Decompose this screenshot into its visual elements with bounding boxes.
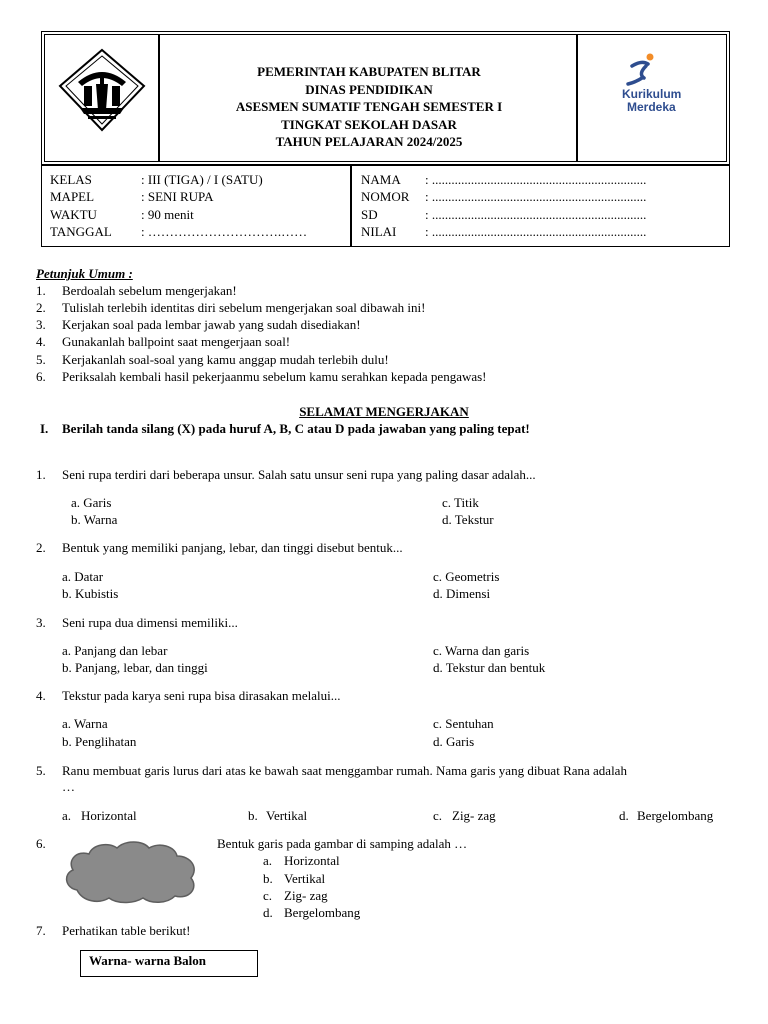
answer-option[interactable]: c. Titik — [442, 495, 479, 510]
question-text: Perhatikan table berikut! — [62, 923, 191, 938]
header-title-line-1: PEMERINTAH KABUPATEN BLITAR — [257, 64, 481, 79]
header-title-line-2: DINAS PENDIDIKAN — [305, 81, 433, 97]
instruction-num: 6. — [36, 369, 46, 384]
header-title-line-5: TAHUN PELAJARAN 2024/2025 — [275, 134, 463, 149]
answer-option[interactable]: d. Tekstur — [442, 512, 494, 527]
instruction-num: 3. — [36, 317, 46, 332]
answer-option[interactable]: Bergelombang — [637, 808, 714, 823]
info-kelas-label: KELAS — [50, 172, 92, 187]
answer-option[interactable]: a. Warna — [62, 716, 108, 731]
header-divider-right — [576, 34, 578, 162]
answer-option[interactable]: b. Warna — [71, 512, 118, 527]
header-title-block — [162, 63, 576, 151]
option-letter: d. — [619, 808, 629, 823]
answer-option[interactable]: d. Dimensi — [433, 586, 491, 601]
question-text: Seni rupa terdiri dari beberapa unsur. Salah satu unsur seni rupa yang paling dasar adalah... — [62, 467, 536, 482]
instructions-heading: Petunjuk Umum : — [36, 266, 133, 281]
question-text: Tekstur pada karya seni rupa bisa dirasakan melalui... — [62, 688, 341, 703]
info-nilai-label: NILAI — [361, 224, 397, 239]
question-text: Bentuk yang memiliki panjang, lebar, dan tinggi disebut bentuk... — [62, 540, 403, 555]
answer-option[interactable]: Vertikal — [284, 871, 326, 886]
answer-option[interactable]: c. Warna dan garis — [433, 643, 530, 658]
info-nama-value[interactable]: : .................................................................. — [425, 172, 647, 187]
info-divider — [350, 165, 352, 247]
info-sd-value[interactable]: : .................................................................. — [425, 207, 647, 222]
info-sd-label: SD — [361, 207, 378, 222]
answer-option[interactable]: Vertikal — [266, 808, 308, 823]
info-mapel-value: : SENI RUPA — [141, 189, 214, 204]
info-tanggal-label: TANGGAL — [50, 224, 112, 239]
balloon-color-table — [80, 950, 258, 977]
instruction-num: 4. — [36, 334, 46, 349]
answer-option[interactable]: b. Penglihatan — [62, 734, 137, 749]
question-number: 3. — [36, 615, 46, 630]
kurikulum-merdeka-text — [622, 88, 681, 114]
info-mapel-label: MAPEL — [50, 189, 95, 204]
greeting-heading: SELAMAT MENGERJAKAN — [299, 404, 469, 419]
question-text: Bentuk garis pada gambar di samping adalah … — [217, 836, 468, 851]
option-letter: d. — [263, 905, 273, 920]
header-info-divider — [41, 164, 730, 166]
option-letter: b. — [248, 808, 258, 823]
answer-option[interactable]: b. Kubistis — [62, 586, 119, 601]
section-number: I. — [40, 421, 49, 436]
section-instruction: Berilah tanda silang (X) pada huruf A, B, C atau D pada jawaban yang paling tepat! — [62, 421, 530, 436]
answer-option[interactable]: a. Datar — [62, 569, 104, 584]
question-number: 1. — [36, 467, 46, 482]
answer-option[interactable]: Zig- zag — [452, 808, 496, 823]
instruction-text: Berdoalah sebelum mengerjakan! — [62, 283, 237, 298]
info-tanggal-value: : ………………………….…… — [141, 224, 308, 239]
instruction-num: 5. — [36, 352, 46, 367]
instruction-num: 1. — [36, 283, 46, 298]
option-letter: a. — [263, 853, 273, 868]
emblem-icon — [58, 48, 146, 132]
question-text: Seni rupa dua dimensi memiliki... — [62, 615, 238, 630]
answer-option[interactable]: c. Sentuhan — [433, 716, 494, 731]
question-text: Ranu membuat garis lurus dari atas ke bawah saat menggambar rumah. Nama garis yang dibuat Rana adalah — [62, 763, 627, 778]
option-letter: a. — [62, 808, 72, 823]
merdeka-word: Merdeka — [627, 100, 676, 114]
answer-option[interactable]: Zig- zag — [284, 888, 328, 903]
option-letter: b. — [263, 871, 273, 886]
question-number: 7. — [36, 923, 46, 938]
info-nomor-value[interactable]: : .................................................................. — [425, 189, 647, 204]
answer-option[interactable]: Horizontal — [81, 808, 137, 823]
instruction-text: Kerjakan soal pada lembar jawab yang sudah disediakan! — [62, 317, 361, 332]
kurikulum-merdeka-logo-icon — [620, 52, 660, 88]
instruction-text: Gunakanlah ballpoint saat mengerjaan soal! — [62, 334, 291, 349]
info-waktu-value: : 90 menit — [141, 207, 194, 222]
instruction-text: Tulislah terlebih identitas diri sebelum mengerjakan soal dibawah ini! — [62, 300, 426, 315]
answer-option[interactable]: Horizontal — [284, 853, 340, 868]
info-kelas-value: : III (TIGA) / I (SATU) — [141, 172, 263, 187]
cloud-shape-image — [59, 838, 201, 904]
header-divider-left — [158, 34, 160, 162]
instruction-text: Kerjakanlah soal-soal yang kamu anggap mudah terlebih dulu! — [62, 352, 389, 367]
answer-option[interactable]: c. Geometris — [433, 569, 500, 584]
question-number: 6. — [36, 836, 46, 851]
question-number: 4. — [36, 688, 46, 703]
question-number: 2. — [36, 540, 46, 555]
answer-option[interactable]: b. Panjang, lebar, dan tinggi — [62, 660, 208, 675]
answer-option[interactable]: d. Tekstur dan bentuk — [433, 660, 546, 675]
header-title-line-4: TINGKAT SEKOLAH DASAR — [281, 116, 457, 132]
table-header-cell: Warna- warna Balon — [89, 953, 207, 968]
option-letter: c. — [263, 888, 273, 903]
info-waktu-label: WAKTU — [50, 207, 97, 222]
question-text-continued: … — [62, 779, 75, 794]
kurikulum-word: Kurikulum — [622, 87, 682, 101]
answer-option[interactable]: Bergelombang — [284, 905, 361, 920]
answer-option[interactable]: a. Panjang dan lebar — [62, 643, 168, 658]
instruction-num: 2. — [36, 300, 46, 315]
header-title-line-3: ASESMEN SUMATIF TENGAH SEMESTER I — [235, 99, 503, 114]
instruction-text: Periksalah kembali hasil pekerjaanmu sebelum kamu serahkan kepada pengawas! — [62, 369, 487, 384]
question-number: 5. — [36, 763, 46, 778]
info-nama-label: NAMA — [361, 172, 401, 187]
info-nomor-label: NOMOR — [361, 189, 410, 204]
info-nilai-value[interactable]: : .................................................................. — [425, 224, 647, 239]
answer-option[interactable]: a. Garis — [71, 495, 112, 510]
answer-option[interactable]: d. Garis — [433, 734, 475, 749]
option-letter: c. — [433, 808, 443, 823]
